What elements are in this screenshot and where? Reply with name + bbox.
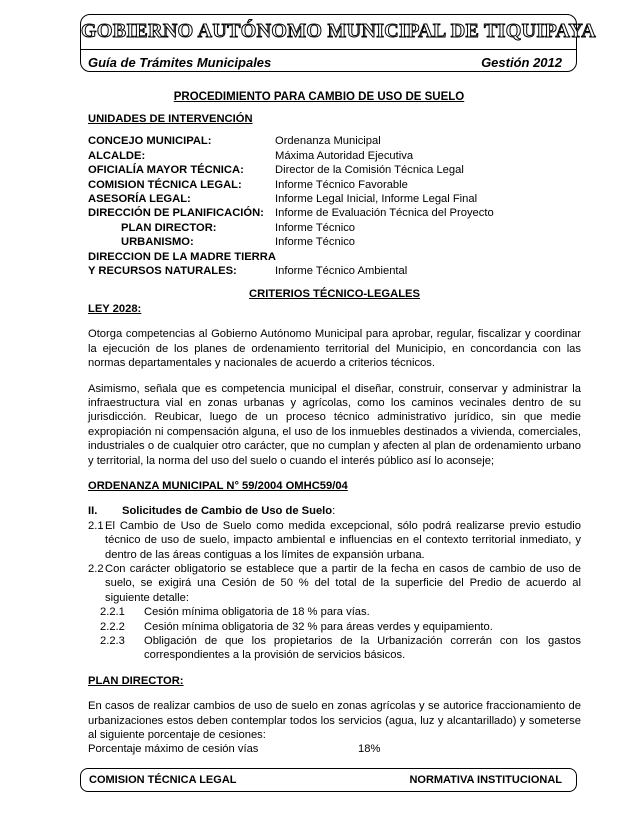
list-subitem [88, 620, 581, 634]
footer-right: NORMATIVA INSTITUCIONAL [409, 774, 562, 786]
footer-left: COMISION TÉCNICA LEGAL [89, 774, 237, 786]
unit-label: ASESORÍA LEGAL: [88, 193, 191, 206]
unit-value: Director de la Comisión Técnica Legal [275, 164, 464, 177]
list-subitem [88, 634, 581, 663]
section-number: II. [88, 505, 98, 518]
law-paragraph-1: Otorga competencias al Gobierno Autónomo Municipal para aprobar, regular, fiscalizar y coordinar la ejecución de los planes de ordenamiento territorial del Municipio, en concordancia con las normas departamentales y nacionales de acuerdo a criterios técnicos. [88, 328, 581, 370]
item-text: El Cambio de Uso de Suelo como medida excepcional, sólo podrá realizarse previo estudio técnico de uso de suelo, impacto ambiental e influencias en el contexto territorial inmediato, y dentro de las áreas contiguas a los límites de expansión urbana. [105, 519, 581, 561]
header-subtitle-left: Guía de Trámites Municipales [88, 55, 272, 70]
unit-row [88, 134, 581, 148]
law-heading: LEY 2028: [88, 302, 142, 315]
list-subitem [88, 605, 581, 619]
subitem-text: Obligación de que los propietarios de la Urbanización correrán con los gastos correspondientes a la provisión de servicios básicos. [144, 635, 581, 662]
header-subtitle-right: Gestión 2012 [481, 55, 562, 70]
section-colon: : [332, 505, 336, 518]
subitem-number: 2.2.3 [100, 635, 125, 647]
unit-label: DIRECCIÓN DE PLANIFICACIÓN: [88, 207, 264, 220]
unit-row [88, 221, 581, 235]
unit-label: DIRECCION DE LA MADRE TIERRA [88, 250, 276, 263]
subitem-number: 2.2.1 [100, 606, 125, 619]
item-text: Con carácter obligatorio se establece que a partir de la fecha en casos de cambio de uso de suelo, se exigirá una Cesión de 50 % del total de la superficie del Predio de acuerdo al siguiente detalle: [105, 562, 581, 604]
unit-row [88, 163, 581, 177]
law-paragraph-2: Asimismo, señala que es competencia municipal el diseñar, construir, conservar y administrar la infraestructura vial en zonas urbanas y agrícolas, como los caminos vecinales dentro de su jurisdicción. Reubicar, luego de un proceso técnico administrativo jurídico, sin que medie expropiación ni compensación alguna, el uso de los inmuebles destinados a vivienda, comerciales, industriales o de cualquier otro carácter, que no cumplan y afecten al plan de ordenamiento urbano y territorial, la norma del uso del suelo o cuando el interés público así lo aconseje; [88, 382, 581, 467]
unit-row [88, 149, 581, 163]
unit-value: Informe Técnico Ambiental [275, 265, 408, 278]
item-number: 2.2 [88, 562, 104, 575]
section-title: Solicitudes de Cambio de Uso de Suelo [122, 505, 333, 518]
page-title: PROCEDIMIENTO PARA CAMBIO DE USO DE SUELO [173, 91, 465, 103]
unit-row [88, 250, 581, 264]
plan-paragraph: En casos de realizar cambios de uso de suelo en zonas agrícolas y se autorice fraccionamiento de urbanizaciones estos deben contemplar todos los servicios (agua, luz y alcantarillado) y someterse al siguiente porcentaje de cesiones: [88, 700, 581, 742]
percentage-value: 18% [358, 743, 381, 756]
page-footer [80, 768, 577, 792]
header-divider [81, 49, 576, 50]
unit-label: COMISION TÉCNICA LEGAL: [88, 178, 242, 191]
unit-label: CONCEJO MUNICIPAL: [88, 135, 212, 148]
unit-row [88, 192, 581, 206]
unit-label: PLAN DIRECTOR: [121, 221, 217, 234]
unit-value: Informe Legal Inicial, Informe Legal Final [275, 193, 478, 206]
unit-label: ALCALDE: [88, 149, 146, 162]
item-number: 2.1 [88, 519, 104, 532]
unit-value: Ordenanza Municipal [275, 135, 381, 148]
units-heading: UNIDADES DE INTERVENCIÓN [88, 113, 253, 125]
ordinance-heading: ORDENANZA MUNICIPAL N° 59/2004 OMHC59/04 [88, 479, 348, 492]
plan-heading: PLAN DIRECTOR: [88, 674, 184, 687]
unit-label: URBANISMO: [121, 236, 194, 249]
percentage-row [88, 742, 581, 756]
unit-value: Informe Técnico Favorable [275, 178, 408, 191]
unit-label: Y RECURSOS NATURALES: [88, 265, 237, 278]
unit-row [88, 206, 581, 220]
unit-row [88, 235, 581, 249]
criteria-heading: CRITERIOS TÉCNICO-LEGALES [249, 288, 420, 301]
unit-value: Informe de Evaluación Técnica del Proyecto [275, 207, 494, 220]
unit-value: Informe Técnico [275, 236, 356, 249]
unit-value: Máxima Autoridad Ejecutiva [275, 149, 414, 162]
subitem-text: Cesión mínima obligatoria de 18 % para vías. [144, 606, 370, 619]
unit-row [88, 264, 581, 278]
units-list [88, 134, 581, 278]
list-item [88, 562, 581, 605]
unit-row [88, 178, 581, 192]
list-item [88, 519, 581, 562]
subitem-number: 2.2.2 [100, 620, 125, 633]
page-header [80, 14, 597, 72]
section-heading [88, 504, 581, 518]
unit-value: Informe Técnico [275, 221, 356, 234]
subitem-text: Cesión mínima obligatoria de 32 % para áreas verdes y equipamiento. [144, 620, 493, 633]
header-title: GOBIERNO AUTÓNOMO MUNICIPAL DE TIQUIPAYA [81, 20, 597, 42]
document-body [88, 112, 581, 757]
percentage-label: Porcentaje máximo de cesión vías [88, 743, 259, 756]
unit-label: OFICIALÍA MAYOR TÉCNICA: [88, 164, 244, 177]
